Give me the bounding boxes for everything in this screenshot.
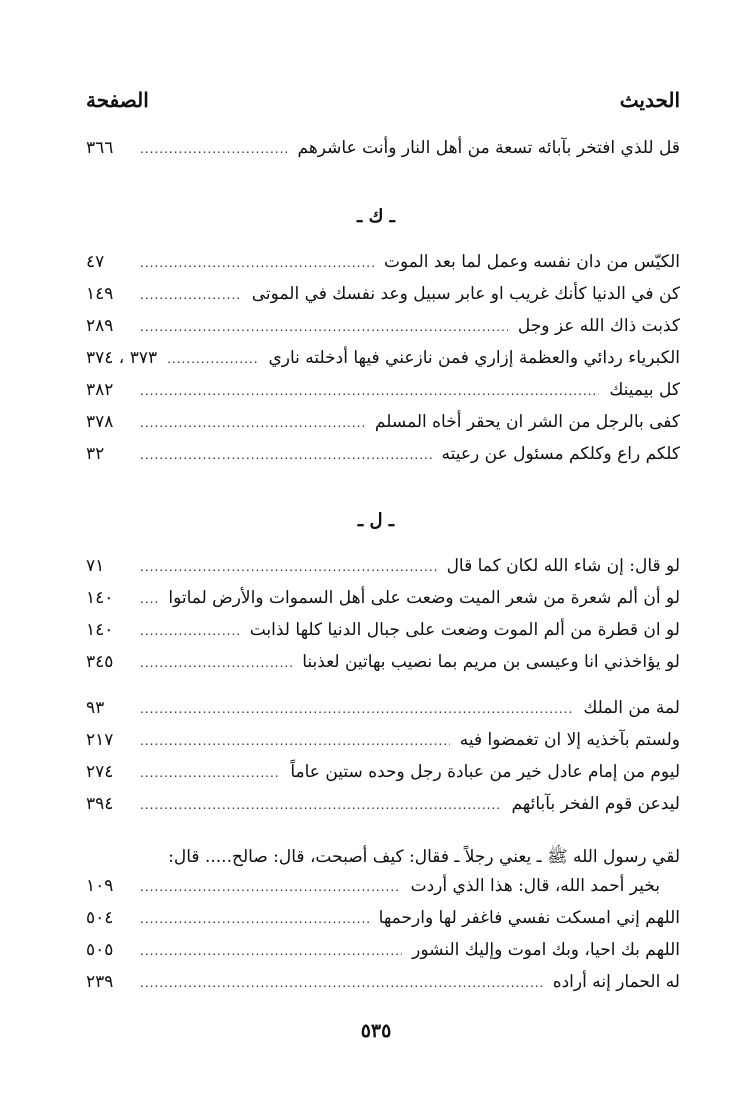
entry-page: ٣٢ bbox=[86, 444, 105, 464]
leader-dots bbox=[140, 656, 292, 670]
entry-text: له الحمار إنه أراده bbox=[552, 972, 680, 992]
entry-page: ١٤٠ bbox=[86, 620, 114, 640]
entry-text: لو أن ألم شعرة من شعر الميت وضعت على أهل السموات والأرض لماتوا bbox=[168, 588, 680, 608]
leader-dots bbox=[140, 798, 501, 812]
leader-dots bbox=[140, 734, 450, 748]
leader-dots bbox=[140, 912, 369, 926]
index-entry bbox=[86, 620, 680, 652]
index-entry bbox=[86, 730, 680, 762]
entry-page: ٥٠٤ bbox=[86, 908, 114, 928]
section-heading-lam: ـ ل ـ bbox=[357, 510, 395, 531]
leader-dots bbox=[140, 448, 432, 462]
index-entry bbox=[86, 698, 680, 730]
entry-text: كفى بالرجل من الشر ان يحقر أخاه المسلم bbox=[374, 412, 680, 432]
entry-text: ليوم من إمام عادل خير من عبادة رجل وحده ستين عاماً bbox=[290, 762, 680, 782]
entry-text: اللهم بك احيا، وبك اموت وإليك النشور bbox=[412, 940, 680, 960]
entry-text: قل للذي افتخر بآبائه تسعة من أهل النار وأنت عاشرهم bbox=[297, 138, 680, 158]
index-entry bbox=[86, 908, 680, 940]
entry-text: كل بيمينك bbox=[609, 380, 680, 400]
entry-text: لو ان قطرة من ألم الموت وضعت على جبال الدنيا كلها لذابت bbox=[249, 620, 680, 640]
entry-page: ٢٨٩ bbox=[86, 316, 114, 336]
entry-text: ولستم بآخذيه إلا ان تغمضوا فيه bbox=[459, 730, 680, 750]
entry-page: ٥٠٥ bbox=[86, 940, 114, 960]
entry-page: ١٤٩ bbox=[86, 284, 114, 304]
entry-page: ٢٣٩ bbox=[86, 972, 114, 992]
entry-text: بخير أحمد الله، قال: هذا الذي أردت bbox=[410, 876, 660, 896]
entry-page: ٢٧٤ bbox=[86, 762, 114, 782]
entry-page: ٣٩٤ bbox=[86, 794, 114, 814]
entry-page: ١٠٩ bbox=[86, 876, 114, 896]
entry-text: كذبت ذاك الله عز وجل bbox=[517, 316, 680, 336]
entry-text: ليدعن قوم الفخر بآبائهم bbox=[511, 794, 680, 814]
leader-dots bbox=[140, 976, 543, 990]
entry-page: ٣٨٢ bbox=[86, 380, 114, 400]
entry-page: ٤٧ bbox=[86, 252, 105, 272]
entry-text: كلكم راع وكلكم مسئول عن رعيته bbox=[441, 444, 680, 464]
entry-page: ٣٧٨ bbox=[86, 412, 114, 432]
column-header-page: الصفحة bbox=[86, 88, 149, 112]
index-entry bbox=[86, 762, 680, 794]
entry-page: ٣٤٥ bbox=[86, 652, 114, 672]
entry-page: ٢١٧ bbox=[86, 730, 114, 750]
entry-text: اللهم إني امسكت نفسي فاغفر لها وارحمها bbox=[378, 908, 680, 928]
index-entry-lead-line: لقي رسول الله ﷺ ـ يعني رجلاً ـ فقال: كيف أصبحت، قال: صالح..... قال: bbox=[168, 847, 680, 867]
index-entry bbox=[86, 412, 680, 444]
entry-page: ٩٣ bbox=[86, 698, 105, 718]
index-entry bbox=[86, 556, 680, 588]
index-entry bbox=[86, 316, 680, 348]
entry-page: ١٤٠ bbox=[86, 588, 114, 608]
index-entry bbox=[86, 348, 680, 380]
index-entry bbox=[86, 444, 680, 476]
leader-dots bbox=[140, 702, 573, 716]
leader-dots bbox=[140, 944, 402, 958]
leader-dots bbox=[140, 880, 401, 894]
entry-page: ٧١ bbox=[86, 556, 105, 576]
section-heading-kaf: ـ ك ـ bbox=[357, 206, 395, 227]
index-entry bbox=[86, 588, 680, 620]
leader-dots bbox=[140, 288, 242, 302]
leader-dots bbox=[167, 352, 258, 366]
entry-text: لو يؤاخذني انا وعيسى بن مريم بما نصيب بهاتين لعذبنا bbox=[302, 652, 680, 672]
leader-dots bbox=[140, 592, 158, 606]
index-entry bbox=[86, 284, 680, 316]
leader-dots bbox=[140, 320, 508, 334]
leader-dots bbox=[140, 256, 374, 270]
index-entry bbox=[86, 972, 680, 1004]
index-entry bbox=[86, 252, 680, 284]
entry-text: كن في الدنيا كأنك غريب او عابر سبيل وعد نفسك في الموتى bbox=[251, 284, 680, 304]
entry-text: الكيّس من دان نفسه وعمل لما بعد الموت bbox=[384, 252, 680, 272]
index-entry bbox=[86, 138, 680, 170]
entry-text: لمة من الملك bbox=[583, 698, 680, 718]
leader-dots bbox=[140, 416, 365, 430]
leader-dots bbox=[140, 142, 288, 156]
index-entry bbox=[86, 876, 660, 908]
leader-dots bbox=[140, 624, 240, 638]
leader-dots bbox=[140, 560, 437, 574]
index-entry bbox=[86, 652, 680, 684]
entry-text: الكبرياء ردائي والعظمة إزاري فمن نازعني فيها أدخلته ناري bbox=[268, 348, 680, 368]
entry-page: ٣٧٣ ، ٣٧٤ bbox=[86, 348, 158, 368]
entry-page: ٣٦٦ bbox=[86, 138, 114, 158]
leader-dots bbox=[140, 766, 280, 780]
page-number: ٥٣٥ bbox=[360, 1020, 392, 1042]
index-entry bbox=[86, 380, 680, 412]
index-entry bbox=[86, 940, 680, 972]
column-header-hadith: الحديث bbox=[619, 88, 680, 112]
entry-text: لو قال: إن شاء الله لكان كما قال bbox=[446, 556, 680, 576]
leader-dots bbox=[140, 384, 599, 398]
index-entry bbox=[86, 794, 680, 826]
